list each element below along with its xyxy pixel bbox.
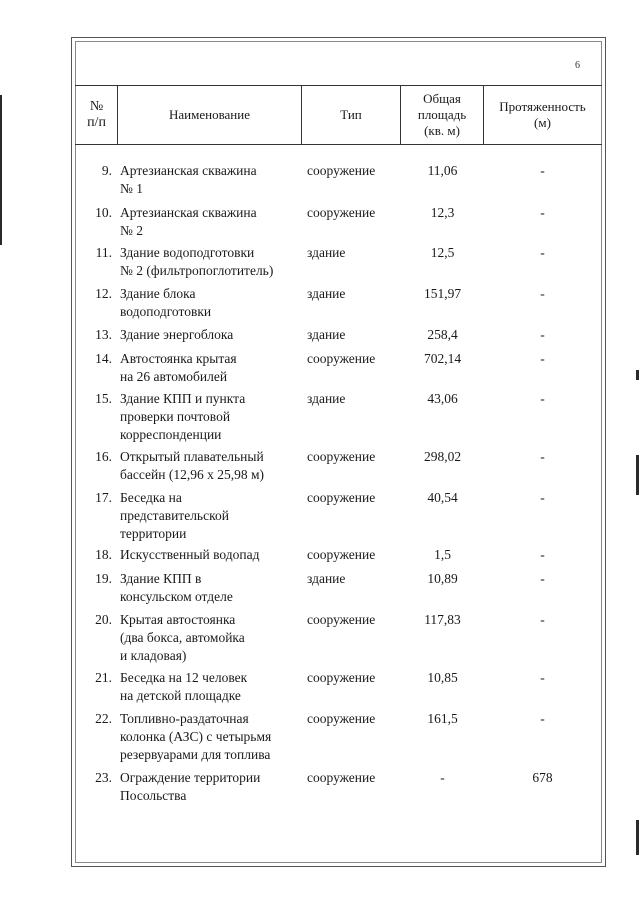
row-number: 11. bbox=[95, 245, 112, 260]
row-length: - bbox=[540, 286, 545, 301]
row-type: здание bbox=[307, 245, 346, 260]
row-type: сооружение bbox=[307, 205, 376, 220]
header-area: Общая площадь (кв. м) bbox=[417, 91, 467, 138]
row-type: сооружение bbox=[307, 351, 376, 366]
row-area: 702,14 bbox=[423, 351, 462, 366]
row-type: здание bbox=[307, 391, 346, 406]
row-type: сооружение bbox=[307, 612, 376, 627]
header-number: № п/п bbox=[87, 99, 106, 130]
row-number: 21. bbox=[95, 670, 112, 685]
row-type: здание bbox=[307, 286, 346, 301]
row-length: 678 bbox=[532, 770, 553, 785]
row-name: Здание блока водоподготовки bbox=[120, 286, 212, 319]
row-name: Беседка на 12 человек на детской площадке bbox=[120, 670, 248, 703]
row-length: - bbox=[540, 205, 545, 220]
row-area: 11,06 bbox=[427, 163, 458, 178]
row-number: 9. bbox=[101, 163, 112, 178]
row-type: сооружение bbox=[307, 163, 376, 178]
row-area: 151,97 bbox=[423, 286, 462, 301]
row-length: - bbox=[540, 547, 545, 562]
row-number: 20. bbox=[95, 612, 112, 627]
row-length: - bbox=[540, 391, 545, 406]
row-name: Искусственный водопад bbox=[120, 547, 260, 562]
row-number: 10. bbox=[95, 205, 112, 220]
row-area: 117,83 bbox=[424, 612, 461, 627]
row-name: Топливно-раздаточная колонка (АЗС) с четырьмя резервуарами для топлива bbox=[120, 711, 272, 762]
header-type: Тип bbox=[340, 107, 362, 122]
header-length: Протяженность (м) bbox=[499, 99, 586, 130]
row-area: 258,4 bbox=[427, 327, 458, 342]
row-name: Здание КПП в консульском отделе bbox=[120, 571, 233, 604]
row-type: здание bbox=[307, 327, 346, 342]
row-number: 12. bbox=[95, 286, 112, 301]
row-area: 43,06 bbox=[427, 391, 458, 406]
row-length: - bbox=[540, 327, 545, 342]
row-type: сооружение bbox=[307, 547, 376, 562]
row-name: Артезианская скважина № 1 bbox=[120, 163, 257, 196]
row-number: 17. bbox=[95, 490, 112, 505]
row-number: 22. bbox=[95, 711, 112, 726]
page-number: 6 bbox=[575, 60, 580, 71]
row-area: 12,3 bbox=[430, 205, 455, 220]
row-number: 14. bbox=[95, 351, 112, 366]
row-name: Здание энергоблока bbox=[120, 327, 234, 342]
row-number: 13. bbox=[95, 327, 112, 342]
row-name: Здание КПП и пункта проверки почтовой корреспонденции bbox=[120, 391, 246, 442]
row-number: 19. bbox=[95, 571, 112, 586]
row-type: сооружение bbox=[307, 711, 376, 726]
row-length: - bbox=[540, 612, 545, 627]
row-name: Здание водоподготовки № 2 (фильтропоглотитель) bbox=[120, 245, 274, 278]
row-number: 16. bbox=[95, 449, 112, 464]
row-type: здание bbox=[307, 571, 346, 586]
row-area: 10,89 bbox=[427, 571, 458, 586]
row-area: 12,5 bbox=[430, 245, 455, 260]
row-area: 10,85 bbox=[427, 670, 458, 685]
row-name: Беседка на представительской территории bbox=[120, 490, 229, 541]
row-name: Крытая автостоянка (два бокса, автомойка и кладовая) bbox=[120, 612, 245, 663]
row-name: Автостоянка крытая на 26 автомобилей bbox=[120, 351, 237, 384]
row-number: 23. bbox=[95, 770, 112, 785]
row-length: - bbox=[540, 351, 545, 366]
row-length: - bbox=[540, 245, 545, 260]
row-length: - bbox=[540, 163, 545, 178]
row-area: 161,5 bbox=[427, 711, 458, 726]
header-name: Наименование bbox=[169, 107, 250, 122]
row-name: Открытый плавательный бассейн (12,96 х 25,98 м) bbox=[120, 449, 264, 482]
row-name: Ограждение территории Посольства bbox=[120, 770, 261, 803]
row-area: 298,02 bbox=[423, 449, 462, 464]
row-number: 15. bbox=[95, 391, 112, 406]
row-type: сооружение bbox=[307, 490, 376, 505]
row-area: 40,54 bbox=[427, 490, 458, 505]
row-area: - bbox=[440, 770, 445, 785]
row-type: сооружение bbox=[307, 770, 376, 785]
row-length: - bbox=[540, 711, 545, 726]
row-length: - bbox=[540, 449, 545, 464]
row-length: - bbox=[540, 571, 545, 586]
row-area: 1,5 bbox=[434, 547, 451, 562]
row-number: 18. bbox=[95, 547, 112, 562]
row-length: - bbox=[540, 490, 545, 505]
row-length: - bbox=[540, 670, 545, 685]
row-name: Артезианская скважина № 2 bbox=[120, 205, 257, 238]
row-type: сооружение bbox=[307, 670, 376, 685]
row-type: сооружение bbox=[307, 449, 376, 464]
